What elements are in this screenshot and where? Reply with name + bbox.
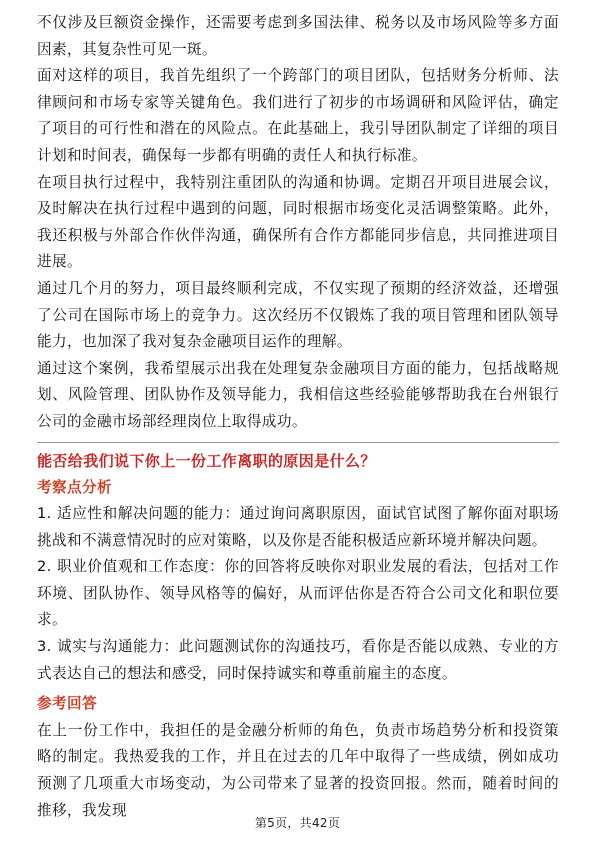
analysis-point-3: 3. 诚实与沟通能力：此问题测试你的沟通技巧，看你是否能以成熟、专业的方式表达自己的想法和感受，同时保持诚实和尊重前雇主的态度。 [37, 638, 559, 682]
analysis-point-2: 2. 职业价值观和工作态度：你的回答将反映你对职业发展的看法，包括对工作环境、团队协作、领导风格等的偏好，从而评估你是否符合公司文化和职位要求。 [37, 558, 559, 629]
analysis-heading: 考察点分析 [37, 478, 112, 496]
intro-paragraph-1: 不仅涉及巨额资金操作，还需要考虑到多国法律、税务以及市场风险等多方面因素，其复杂性可见一斑。 [37, 14, 559, 58]
section-divider [37, 442, 559, 443]
intro-paragraph-5: 通过这个案例，我希望展示出我在处理复杂金融项目方面的能力，包括战略规划、风险管理、团队协作及领导能力，我相信这些经验能够帮助我在台州银行公司的金融市场部经理岗位上取得成功。 [37, 359, 559, 430]
intro-paragraph-3: 在项目执行过程中，我特别注重团队的沟通和协调。定期召开项目进展会议，及时解决在执行过程中遇到的问题，同时根据市场变化灵活调整策略。此外，我还积极与外部合作伙伴沟通，确保所有合作方都能同步信息，共同推进项目进展。 [37, 173, 559, 271]
reference-answer-text: 在上一份工作中，我担任的是金融分析师的角色，负责市场趋势分析和投资策略的制定。我热爱我的工作，并且在过去的几年中取得了一些成绩，例如成功预测了几项重大市场变动，为公司带来了显著的投资回报。然而，随着时间的推移，我发现 [37, 721, 559, 819]
document-page [37, 10, 559, 824]
interview-question: 能否给我们说下你上一份工作离职的原因是什么？ [37, 451, 376, 470]
reference-answer-heading: 参考回答 [37, 695, 97, 713]
page-number: 第5页，共42页 [254, 816, 341, 830]
intro-paragraph-4: 通过几个月的努力，项目最终顺利完成，不仅实现了预期的经济效益，还增强了公司在国际市场上的竞争力。这次经历不仅锻炼了我的项目管理和团队领导能力，也加深了我对复杂金融项目运作的理解。 [37, 279, 559, 351]
intro-paragraph-2: 面对这样的项目，我首先组织了一个跨部门的项目团队，包括财务分析师、法律顾问和市场专家等关键角色。我们进行了初步的市场调研和风险评估，确定了项目的可行性和潜在的风险点。在此基础上，我引导团队制定了详细的项目计划和时间表，确保每一步都有明确的责任人和执行标准。 [37, 67, 559, 164]
analysis-point-1: 1. 适应性和解决问题的能力：通过询问离职原因，面试官试图了解你面对职场挑战和不满意情况时的应对策略，以及你是否能积极适应新环境并解决问题。 [37, 505, 559, 549]
